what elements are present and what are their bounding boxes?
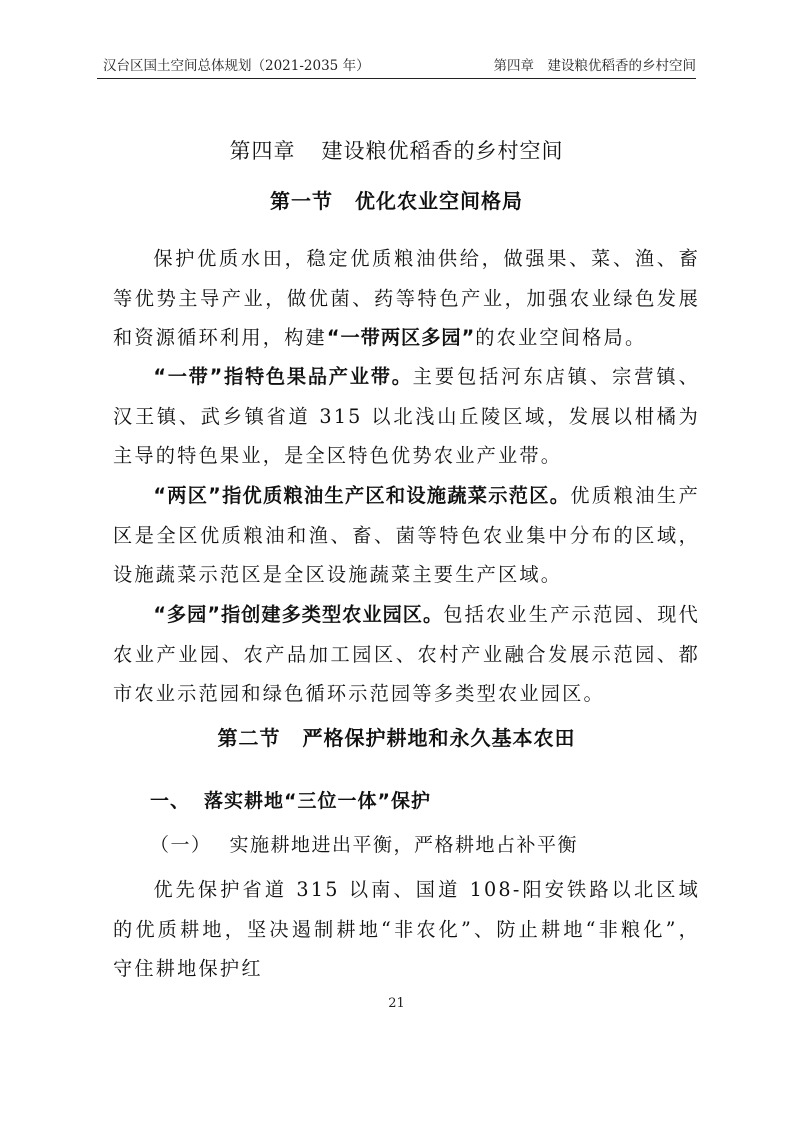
section-2-number: 第二节 — [217, 726, 281, 750]
paragraph-multi-parks-bold: “多园”指创建多类型农业园区。 — [153, 603, 444, 626]
section-2-heading — [0, 723, 793, 753]
paragraph-intro — [113, 239, 700, 358]
paragraph-one-belt — [113, 357, 700, 476]
paragraph-farmland-protection-text: 优先保护省道 315 以南、国道 108-阳安铁路以北区域的优质耕地，坚决遏制耕地“非农化”、防止耕地“非粮化”， 守住耕地保护红 — [113, 878, 700, 980]
paragraph-multi-parks-text: 包括农业生产示范园、现代农业产业园、农产品加工园区、农村产业融合发展示范园、都市农业示范园和绿色循环示范园等多类型农业园区。 — [113, 603, 700, 705]
header-chapter-title: 第四章 建设粮优稻香的乡村空间 — [493, 58, 696, 74]
header-document-title: 汉台区国土空间总体规划（2021-2035 年） — [103, 58, 370, 74]
chapter-title — [0, 136, 793, 166]
subheading-level-2 — [150, 830, 578, 860]
paragraph-one-belt-bold: “一带”指特色果品产业带。 — [153, 365, 413, 388]
paragraph-two-zones-text: 优质粮油生产区是全区优质粮油和渔、畜、菌等特色农业集中分布的区域，设施蔬菜示范区是全区设施蔬菜主要生产区域。 — [113, 484, 700, 586]
section-1-title: 优化农业空间格局 — [355, 189, 523, 213]
subheading-1-number: 一、 — [150, 790, 191, 812]
subheading-1-title: 落实耕地“三位一体”保护 — [204, 790, 431, 812]
paragraph-multi-parks — [113, 595, 700, 714]
subheading-2-number: （一） — [150, 834, 212, 856]
paragraph-intro-text-1: 保护优质水田，稳定优质粮油供给，做强果、菜、渔、畜等优势主导产业，做优菌、药等特色产业，加强农业绿色发展和资源循环利用，构建 — [113, 247, 700, 349]
subheading-2-title: 实施耕地进出平衡，严格耕地占补平衡 — [229, 834, 579, 856]
running-header — [97, 56, 696, 79]
paragraph-two-zones-bold: “两区”指优质粮油生产区和设施蔬菜示范区。 — [153, 484, 571, 507]
section-1-heading — [0, 186, 793, 216]
chapter-number: 第四章 — [229, 139, 296, 163]
chapter-name: 建设粮优稻香的乡村空间 — [321, 139, 564, 163]
paragraph-intro-bold: “一带两区多园” — [326, 326, 476, 349]
subheading-level-1 — [150, 786, 431, 816]
paragraph-two-zones — [113, 476, 700, 595]
paragraph-farmland-protection — [113, 870, 700, 989]
paragraph-intro-text-2: 的农业空间格局。 — [475, 326, 647, 349]
paragraph-one-belt-text: 主要包括河东店镇、宗营镇、汉王镇、武乡镇省道 315 以北浅山丘陵区域，发展以柑橘为主导的特色果业，是全区特色优势农业产业带。 — [113, 365, 700, 467]
page-number: 21 — [388, 996, 405, 1011]
section-1-number: 第一节 — [270, 189, 333, 213]
section-2-title: 严格保护耕地和永久基本农田 — [302, 726, 576, 750]
